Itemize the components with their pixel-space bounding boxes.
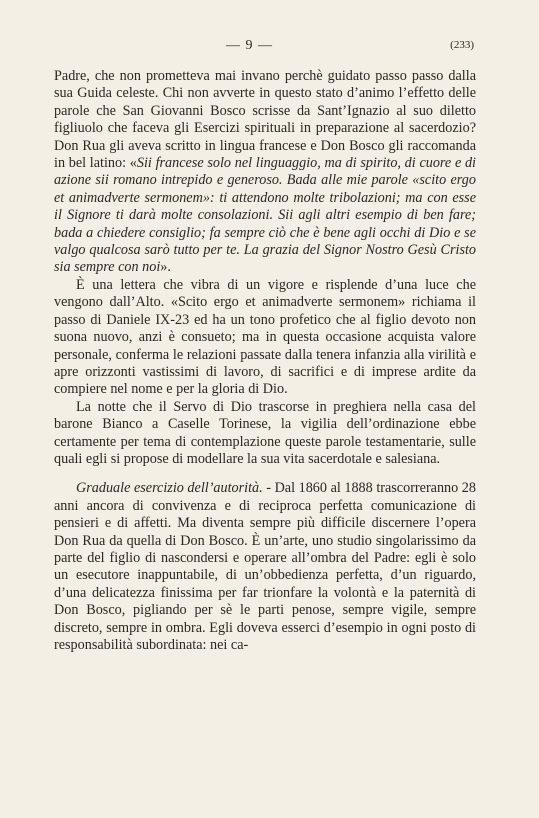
quote-close: ». <box>160 259 171 276</box>
paragraph-2: È una lettera che vibra di un vigore e risplende d’una luce che vengono dall’Alto. «Scito ergo et animadverte sermonem» richiama il passo di Daniele IX-23 ed ha un tono profetico che al figlio devoto non suona nuovo, anzi è consueto; ma in questa occasione acquista valore personale, conferma le relazioni passate dalla tenera infanzia alla virilità e apre orizzonti vastissimi di lavoro, di sacrifici e di imprese ardite da compiere nel nome e per la gloria di Dio. <box>54 276 476 398</box>
paragraph-4-body: - Dal 1860 al 1888 trascorreranno 28 anni ancora di convivenza e di reciproca perfetta comunicazione di pensieri e di affetti. Ma diventa sempre più difficile discernere l’opera Don Rua da quella di Don Bosco. È un’arte, uno studio singolarissimo da parte del figlio di nascondersi e operare all’ombra del Padre: egli è solo un esecutore inappuntabile, di un’obbedienza perfetta, d’un riguardo, d’una delicatezza finissima per far trionfare la volontà e la paternità di Don Bosco, pigliando per sè le parti penose, sempre vigile, sempre discreto, sempre in ombra. Egli doveva esserci d’esempio in ogni posto di responsabilità subordinata: nei ca- <box>54 480 476 653</box>
page-number: — 9 — <box>226 38 273 53</box>
page-header <box>0 38 539 58</box>
paragraph-4 <box>54 480 476 654</box>
body-text <box>54 68 476 654</box>
paragraph-1-intro: Padre, che non prometteva mai invano perchè guidato passo passo dalla sua Guida celeste. Chi non avverte in questo stato d’animo l’effetto delle parole che San Giovanni Bosco scrisse da Sant’Ignazio al suo diletto figliuolo che faceva gli Esercizi spirituali in preparazione al sacerdozio? Don Rua gli aveva scritto in lingua francese e Don Bosco gli raccomanda in bel latino: « <box>54 68 476 172</box>
original-page-number: (233) <box>450 39 474 51</box>
paragraph-1 <box>54 68 476 277</box>
letter-quote: Sii francese solo nel linguaggio, ma di spirito, di cuore e di azione sii romano intrepido e generoso. Bada alle mie parole «scito ergo et animadverte sermonem»: ti attendono molte tribolazioni; ma con esse il Signore ti darà molte consolazioni. Sii agli altri esempio di ben fare; bada a chiedere consiglio; fa sempre ciò che è bene agli occhi di Dio e se valgo qualcosa sarò tutto per te. La grazia del Signor Nostro Gesù Cristo sia sempre con noi <box>54 155 476 276</box>
paragraph-3: La notte che il Servo di Dio trascorse in preghiera nella casa del barone Bianco a Caselle Torinese, la vigilia dell’ordinazione ebbe certamente per tema di contemplazione queste parole testamentarie, sulle quali egli si propose di modellare la sua vita sacerdotale e salesiana. <box>54 398 476 467</box>
section-heading: Graduale esercizio dell’autorità. <box>76 480 263 497</box>
